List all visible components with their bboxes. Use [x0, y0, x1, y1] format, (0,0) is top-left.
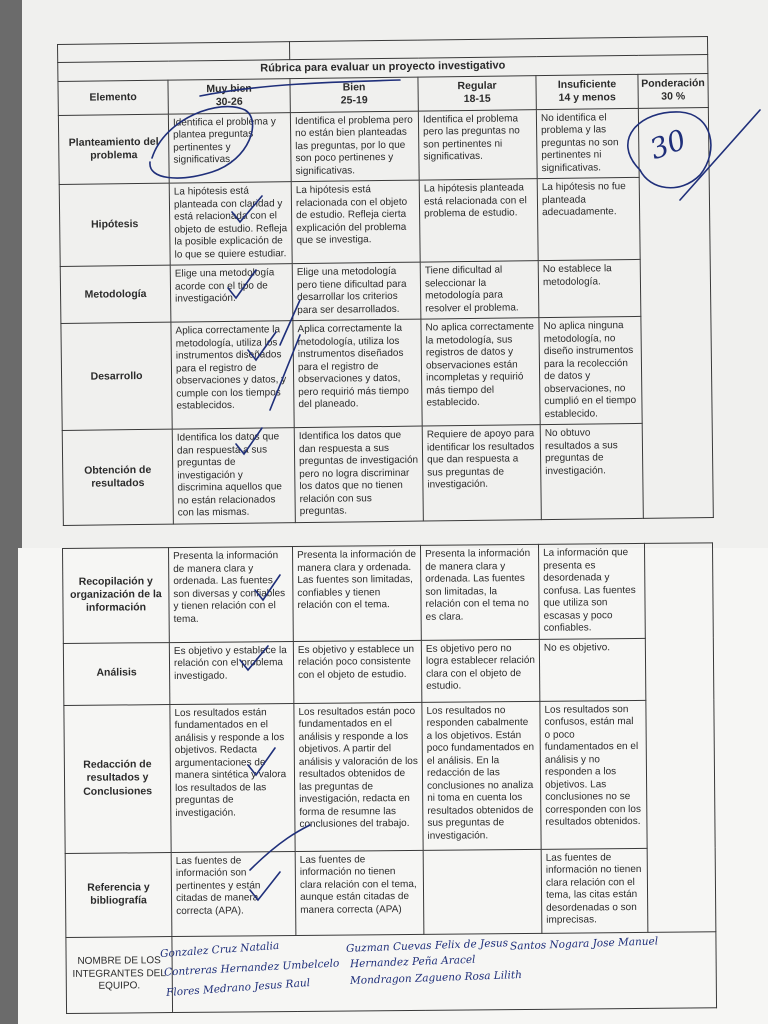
cell-bien: Identifica los datos que dan respuesta a sus preguntas de investigación pero no logra discriminar los datos que no tienen relación con sus preguntas. — [294, 426, 423, 522]
member-name: Gonzalez Cruz Natalia — [159, 939, 280, 961]
table-row — [60, 259, 711, 324]
cell-regular: Identifica el problema pero las preguntas no son pertinentes ni significativas. — [418, 109, 537, 180]
cell-insuficiente: La hipótesis no fue planteada adecuadamente. — [537, 178, 640, 261]
header-muy-bien: Muy bien 30-26 — [168, 78, 290, 113]
table-row — [62, 423, 713, 525]
table-row — [61, 316, 712, 431]
row-element: Referencia y bibliografía — [65, 852, 172, 937]
cell-bien: Elige una metodología pero tiene dificultad para desarrollar los criterios para ser desarrollados. — [292, 262, 421, 321]
cell-insuficiente: No identifica el problema y las preguntas no son pertinentes ni significativas. — [536, 108, 639, 179]
cell-regular: Tiene dificultad al seleccionar la metodología para resolver el problema. — [420, 261, 539, 319]
row-element: Desarrollo — [61, 322, 172, 430]
cell-bien: Presenta la información de manera clara y ordenada. Las fuentes son limitadas, confiables y tienen relación con el tema. — [292, 545, 421, 641]
cell-insuficiente: No es objetivo. — [539, 638, 646, 701]
member-name: Santos Nogara Jose Manuel — [509, 935, 659, 953]
grade-mark: 30 — [645, 122, 691, 167]
table-row — [58, 107, 709, 184]
table-row — [64, 699, 715, 853]
cell-bien: La hipótesis está relacionada con el objeto de estudio. Refleja cierta explicación del problema que se investiga. — [291, 180, 420, 264]
cell-insuficiente: No establece la metodología. — [538, 260, 641, 318]
row-element: Hipótesis — [59, 183, 170, 266]
cell-insuficiente: No aplica ninguna metodología, no diseño instrumentos para la recolección de datos y observaciones, no cumplió en el tiempo establecido. — [539, 317, 642, 425]
cell-insuficiente: Las fuentes de información no tienen clara relación con el tema, las citas están desordenadas o son imprecisas. — [541, 848, 648, 933]
cell-muy-bien: Los resultados están fundamentados en el análisis y responde a los objetivos. Redacta argumentaciones de manera sintética y valora los resultados de las preguntas de investigación. — [170, 703, 295, 852]
cell-muy-bien: Las fuentes de información son pertinentes y están citadas de manera correcta (APA). — [171, 851, 296, 936]
cell-regular: Es objetivo pero no logra establecer relación clara con el objeto de estudio. — [421, 639, 540, 702]
ponderacion-cell — [638, 107, 713, 518]
cell-muy-bien: Es objetivo y establece la relación con el problema investigado. — [169, 641, 294, 704]
rubric-table-1 — [57, 36, 714, 526]
cell-bien: Es objetivo y establece un relación poco consistente con el objeto de estudio. — [293, 640, 422, 703]
cell-bien: Los resultados están poco fundamentados en el análisis y responde a los objetivos. A partir del análisis y valoración de los resultados obtenidos de las preguntas de investigación, redacta en forma de resumne las conclusiones del trabajo. — [294, 702, 423, 851]
row-element: Análisis — [63, 642, 170, 705]
row-element: Metodología — [60, 265, 171, 323]
table-row — [63, 543, 714, 643]
cell-muy-bien: La hipótesis está planteada con claridad y está relacionada con el objeto de estudio. Refleja la posible explicación de lo que se quiere estudiar. — [169, 182, 292, 265]
member-name: Hernandez Peña Aracel — [349, 953, 476, 971]
member-name: Guzman Cuevas Felix de Jesus — [345, 937, 509, 955]
cell-insuficiente: Los resultados son confusos, están mal o poco fundamentados en el análisis y no responden a los objetivos. Las conclusiones no se corresponden con los resultados obtenidos. — [540, 700, 647, 849]
team-label: NOMBRE DE LOS INTEGRANTES DEL EQUIPO. — [66, 936, 173, 1013]
row-element: Redacción de resultados y Conclusiones — [64, 704, 171, 853]
header-bien: Bien 25-19 — [290, 77, 418, 113]
cell-bien: Identifica el problema pero no están bien planteadas las preguntas, por lo que son poco pertinenes y significativas. — [290, 111, 419, 182]
cell-insuficiente: La información que presenta es desordenada y confusa. Las fuentes que utiliza son escasas y poco confiables. — [538, 543, 645, 638]
cell-regular: Requiere de apoyo para identificar los resultados que dan respuesta a sus preguntas de investigación. — [422, 425, 541, 521]
rubric-title: Rúbrica para evaluar un proyecto investigativo — [58, 55, 708, 82]
cell-regular — [423, 849, 542, 934]
header-regular: Regular 18-15 — [418, 75, 536, 110]
cell-muy-bien: Presenta la información de manera clara y ordenada. Las fuentes son diversas y confiables y tienen relación con el tema. — [169, 546, 294, 642]
cell-regular: La hipótesis planteada está relacionada con el problema de estudio. — [419, 179, 538, 262]
row-element: Obtención de resultados — [62, 429, 173, 525]
cell-regular: Los resultados no responden cabalmente a los objetivos. Están poco fundamentados en el análisis. En la redacción de las conclusiones no analiza ni toma en cuenta los resultados obtenidos de sus preguntas de investigación. — [422, 701, 541, 850]
cell-muy-bien: Elige una metodología acorde con el tipo de investigación. — [170, 264, 293, 322]
header-element: Elemento — [58, 80, 168, 115]
row-element: Recopilación y organización de la información — [63, 548, 170, 643]
cell-regular: No aplica correctamente la metodología, sus registros de datos y observaciones están incompletas y requirió más tiempo del establecido. — [421, 318, 540, 426]
table-row — [63, 637, 714, 705]
cell-muy-bien: Identifica el problema y plantea preguntas pertinentes y significativas. — [168, 112, 291, 183]
table-row — [65, 847, 716, 937]
cell-bien: Las fuentes de información no tienen clara relación con el tema, aunque están citadas de manera correcta (APA) — [295, 850, 424, 935]
member-name: Flores Medrano Jesus Raul — [165, 976, 311, 1000]
row-element: Planteamiento del problema — [58, 114, 169, 185]
cell-insuficiente: No obtuvo resultados a sus preguntas de investigación. — [540, 424, 643, 520]
ponderacion-cell — [644, 543, 715, 932]
header-ponderacion: Ponderación 30 % — [638, 73, 708, 108]
cell-regular: Presenta la información de manera clara y ordenada. Las fuentes son limitadas, la relación con el tema no es clara. — [420, 544, 539, 640]
header-insuficiente: Insuficiente 14 y menos — [536, 74, 638, 109]
cell-bien: Aplica correctamente la metodología, utiliza los instrumentos diseñados para el registro de observaciones y datos, pero requirió más tiempo del planeado. — [293, 319, 422, 428]
cell-muy-bien: Identifica los datos que dan respuesta a sus preguntas de investigación y discrimina aquellos que no están relacionados con las mismas. — [172, 428, 295, 524]
member-name: Contreras Hernandez Umbelcelo — [163, 957, 340, 979]
table-row — [59, 177, 710, 267]
cell-muy-bien: Aplica correctamente la metodología, utiliza los instrumentos diseñados para el registro de observaciones y datos, y cumple con los tiempos establecidos. — [171, 321, 294, 429]
member-name: Mondragon Zagueno Rosa Lilith — [349, 969, 523, 987]
